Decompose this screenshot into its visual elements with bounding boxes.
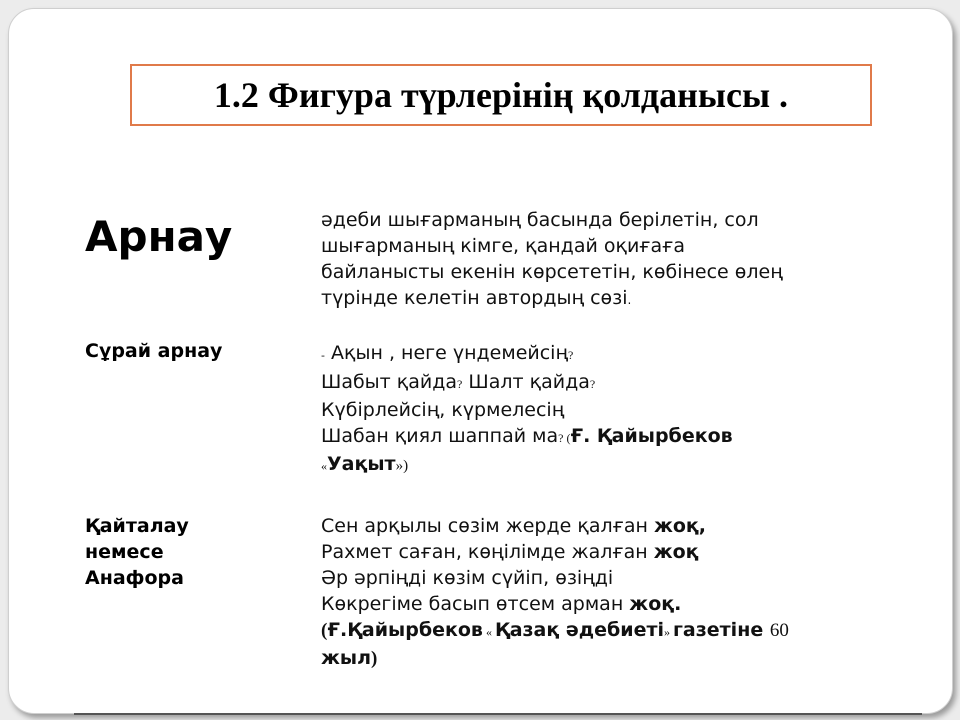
- text: Шабан қиял шаппай ма: [321, 425, 559, 447]
- close-paren: ): [371, 648, 378, 669]
- term-line: Анафора: [85, 567, 184, 589]
- emphasis: жоқ: [653, 541, 699, 563]
- poem-line: [321, 539, 789, 565]
- poem-line: [321, 340, 733, 369]
- poem-line: Күбірлейсің, күрмелесің: [321, 399, 565, 421]
- text: Рахмет саған, көңілімде жалған: [321, 541, 654, 563]
- author: Ғ. Қайырбеков: [570, 425, 733, 447]
- slide-title: 1.2 Фигура түрлерінің қолданысы .: [213, 75, 789, 115]
- title-box: [130, 64, 872, 126]
- def-arnau: [321, 207, 783, 313]
- question-mark: ?: [558, 431, 564, 445]
- poem-line: [321, 645, 789, 672]
- quote-open: «: [482, 625, 495, 639]
- poem-line: [321, 617, 789, 645]
- poem-anafora: [321, 513, 789, 672]
- def-line-text: түрінде келетін автордың сөзі: [321, 287, 628, 309]
- question-mark: ?: [589, 377, 596, 391]
- open-paren: (: [321, 620, 328, 641]
- emphasis: жоқ,: [653, 515, 707, 537]
- term-anafora: [85, 513, 189, 591]
- term-suray-arnau: Сұрай арнау: [85, 340, 223, 362]
- poem-line: [321, 513, 789, 539]
- term-line: немесе: [85, 541, 164, 563]
- poem-line: [321, 451, 733, 479]
- work-title: Уақыт: [327, 453, 396, 475]
- poem-suray: [321, 340, 733, 479]
- text: Көкрегіме басып өтсем арман: [321, 593, 630, 615]
- bottom-divider: [74, 713, 922, 715]
- def-line: әдеби шығарманың басында берілетін, сол: [321, 209, 759, 231]
- quote-open: «: [321, 459, 327, 473]
- def-period: .: [627, 293, 632, 307]
- slide: [8, 8, 953, 714]
- dash: -: [321, 349, 325, 362]
- question-mark: ?: [457, 377, 463, 391]
- newspaper-name: Қазақ әдебиеті: [494, 619, 664, 641]
- term-line: Қайталау: [85, 515, 189, 537]
- text: Шалт қайда: [462, 371, 590, 393]
- quote-close: »): [395, 458, 409, 474]
- poem-line: Әр әрпіңді көзім сүйіп, өзіңді: [321, 567, 614, 589]
- text: Шабыт қайда: [321, 371, 458, 393]
- text: Ақын , неге үндемейсің: [324, 342, 569, 364]
- text: Сен арқылы сөзім жерде қалған: [321, 515, 654, 537]
- poem-line: [321, 369, 733, 397]
- def-line: байланысты екенін көрсететін, көбінесе өлең: [321, 261, 783, 283]
- text: жыл: [321, 647, 372, 669]
- emphasis: жоқ.: [629, 593, 682, 615]
- question-mark: ?: [568, 348, 574, 362]
- poem-line: [321, 591, 789, 617]
- poem-line: [321, 423, 733, 451]
- author: Ғ.Қайырбеков: [327, 619, 483, 641]
- term-arnau: Арнау: [85, 212, 233, 261]
- number: 60: [769, 620, 789, 641]
- text: газетіне: [673, 619, 770, 641]
- def-line: шығарманың кімге, қандай оқиғаға: [321, 235, 686, 257]
- def-line-last: [321, 285, 783, 313]
- open-paren: (: [563, 431, 571, 445]
- quote-close: »: [664, 625, 673, 639]
